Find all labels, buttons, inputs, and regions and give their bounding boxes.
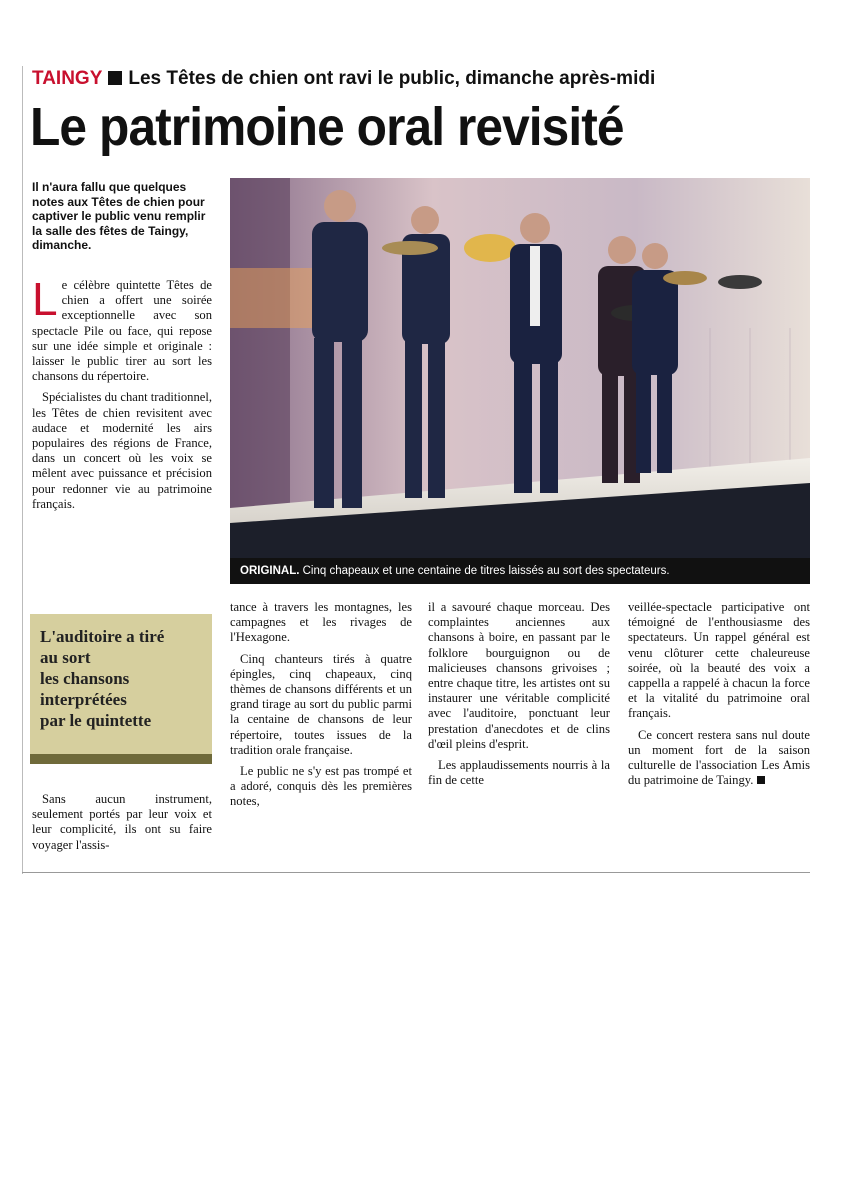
- col3-paragraph-2: Les applaudissements nourris à la fin de cette: [428, 758, 610, 788]
- headline: Le patrimoine oral revisité: [30, 97, 624, 157]
- singers-illustration: [230, 178, 810, 558]
- col2-paragraph-3: Le public ne s'y est pas trompé et a adoré, conquis dès les premières notes,: [230, 764, 412, 809]
- col2-paragraph-2: Cinq chanteurs tirés à quatre épingles, cinq chapeaux, cinq thèmes de chansons différents et un grand tirage au sort du public parmi la centaine de chansons de leur répertoire, toutes issues de la tradition orale française.: [230, 651, 412, 757]
- caption-text: Cinq chapeaux et une centaine de titres laissés au sort des spectateurs.: [302, 565, 670, 577]
- kicker-line: [32, 68, 655, 90]
- end-square-icon: [757, 776, 765, 784]
- column-1: [32, 273, 212, 518]
- left-column-rule: [22, 66, 23, 874]
- kicker-place: TAINGY: [32, 68, 103, 89]
- column-2: [230, 600, 412, 816]
- column-3: [428, 600, 610, 794]
- col4-paragraph-2: [628, 728, 810, 789]
- drop-cap: L: [32, 273, 58, 325]
- col2-paragraph-1: tance à travers les montagnes, les campagnes et les rivages de l'Hexagone.: [230, 600, 412, 645]
- col4-p2-text: Ce concert restera sans nul doute un moment fort de la saison culturelle de l'association Les Amis du patrimoine de Taingy.: [628, 727, 810, 788]
- column-4: [628, 600, 810, 794]
- concert-photo: [230, 178, 810, 558]
- col4-paragraph-1: veillée-spectacle participative ont témoigné de l'enthousiasme des spectateurs. Un rappel général est venu clôturer cette chaleureuse soirée, où la beauté des voix a cappella a rappelé à chacun la force et la vitalité du patrimoine oral français.: [628, 600, 810, 721]
- square-bullet-icon: [108, 71, 122, 85]
- col1-paragraph-3: Sans aucun instrument, seulement portés par leur voix et leur complicité, ils ont su faire voyager l'assis-: [32, 792, 212, 852]
- column-1-bottom: [32, 792, 212, 859]
- pull-quote: L'auditoire a tiré au sort les chansons interprétées par le quintette: [40, 627, 165, 730]
- pull-quote-box: [30, 614, 212, 764]
- chapo: Il n'aura fallu que quelques notes aux Têtes de chien pour captiver le public venu remplir la salle des fêtes de Taingy, dimanche.: [32, 180, 206, 252]
- caption-label: ORIGINAL.: [240, 565, 300, 577]
- col1-p1-text: e célèbre quintette Têtes de chien a offert une soirée exceptionnelle avec son spectacle Pile ou face, qui repose sur une idée simple et originale : laisser le public tirer au sort les chansons du répertoire.: [32, 278, 212, 384]
- photo-caption: [230, 558, 810, 584]
- article-bottom-rule: [22, 872, 810, 873]
- kicker-text: Les Têtes de chien ont ravi le public, dimanche après-midi: [128, 68, 656, 89]
- col1-paragraph-2: Spécialistes du chant traditionnel, les Têtes de chien revisitent avec audace et modernité les airs populaires des régions de France, dans un concert où les voix se mêlent avec puissance et précision pour redonner vie au patrimoine français.: [32, 390, 212, 511]
- pull-quote-bar: [30, 754, 212, 764]
- col1-paragraph-1: [32, 273, 212, 384]
- col3-paragraph-1: il a savouré chaque morceau. Des complaintes anciennes aux chansons à boire, en passant par le folklore bourguignon ou de malicieuses chansons grivoises ; entre chaque titre, les artistes ont su instaurer une véritable complicité avec l'auditoire, ponctuant leur prestation d'anecdotes et de clins d'œil pleins d'esprit.: [428, 600, 610, 751]
